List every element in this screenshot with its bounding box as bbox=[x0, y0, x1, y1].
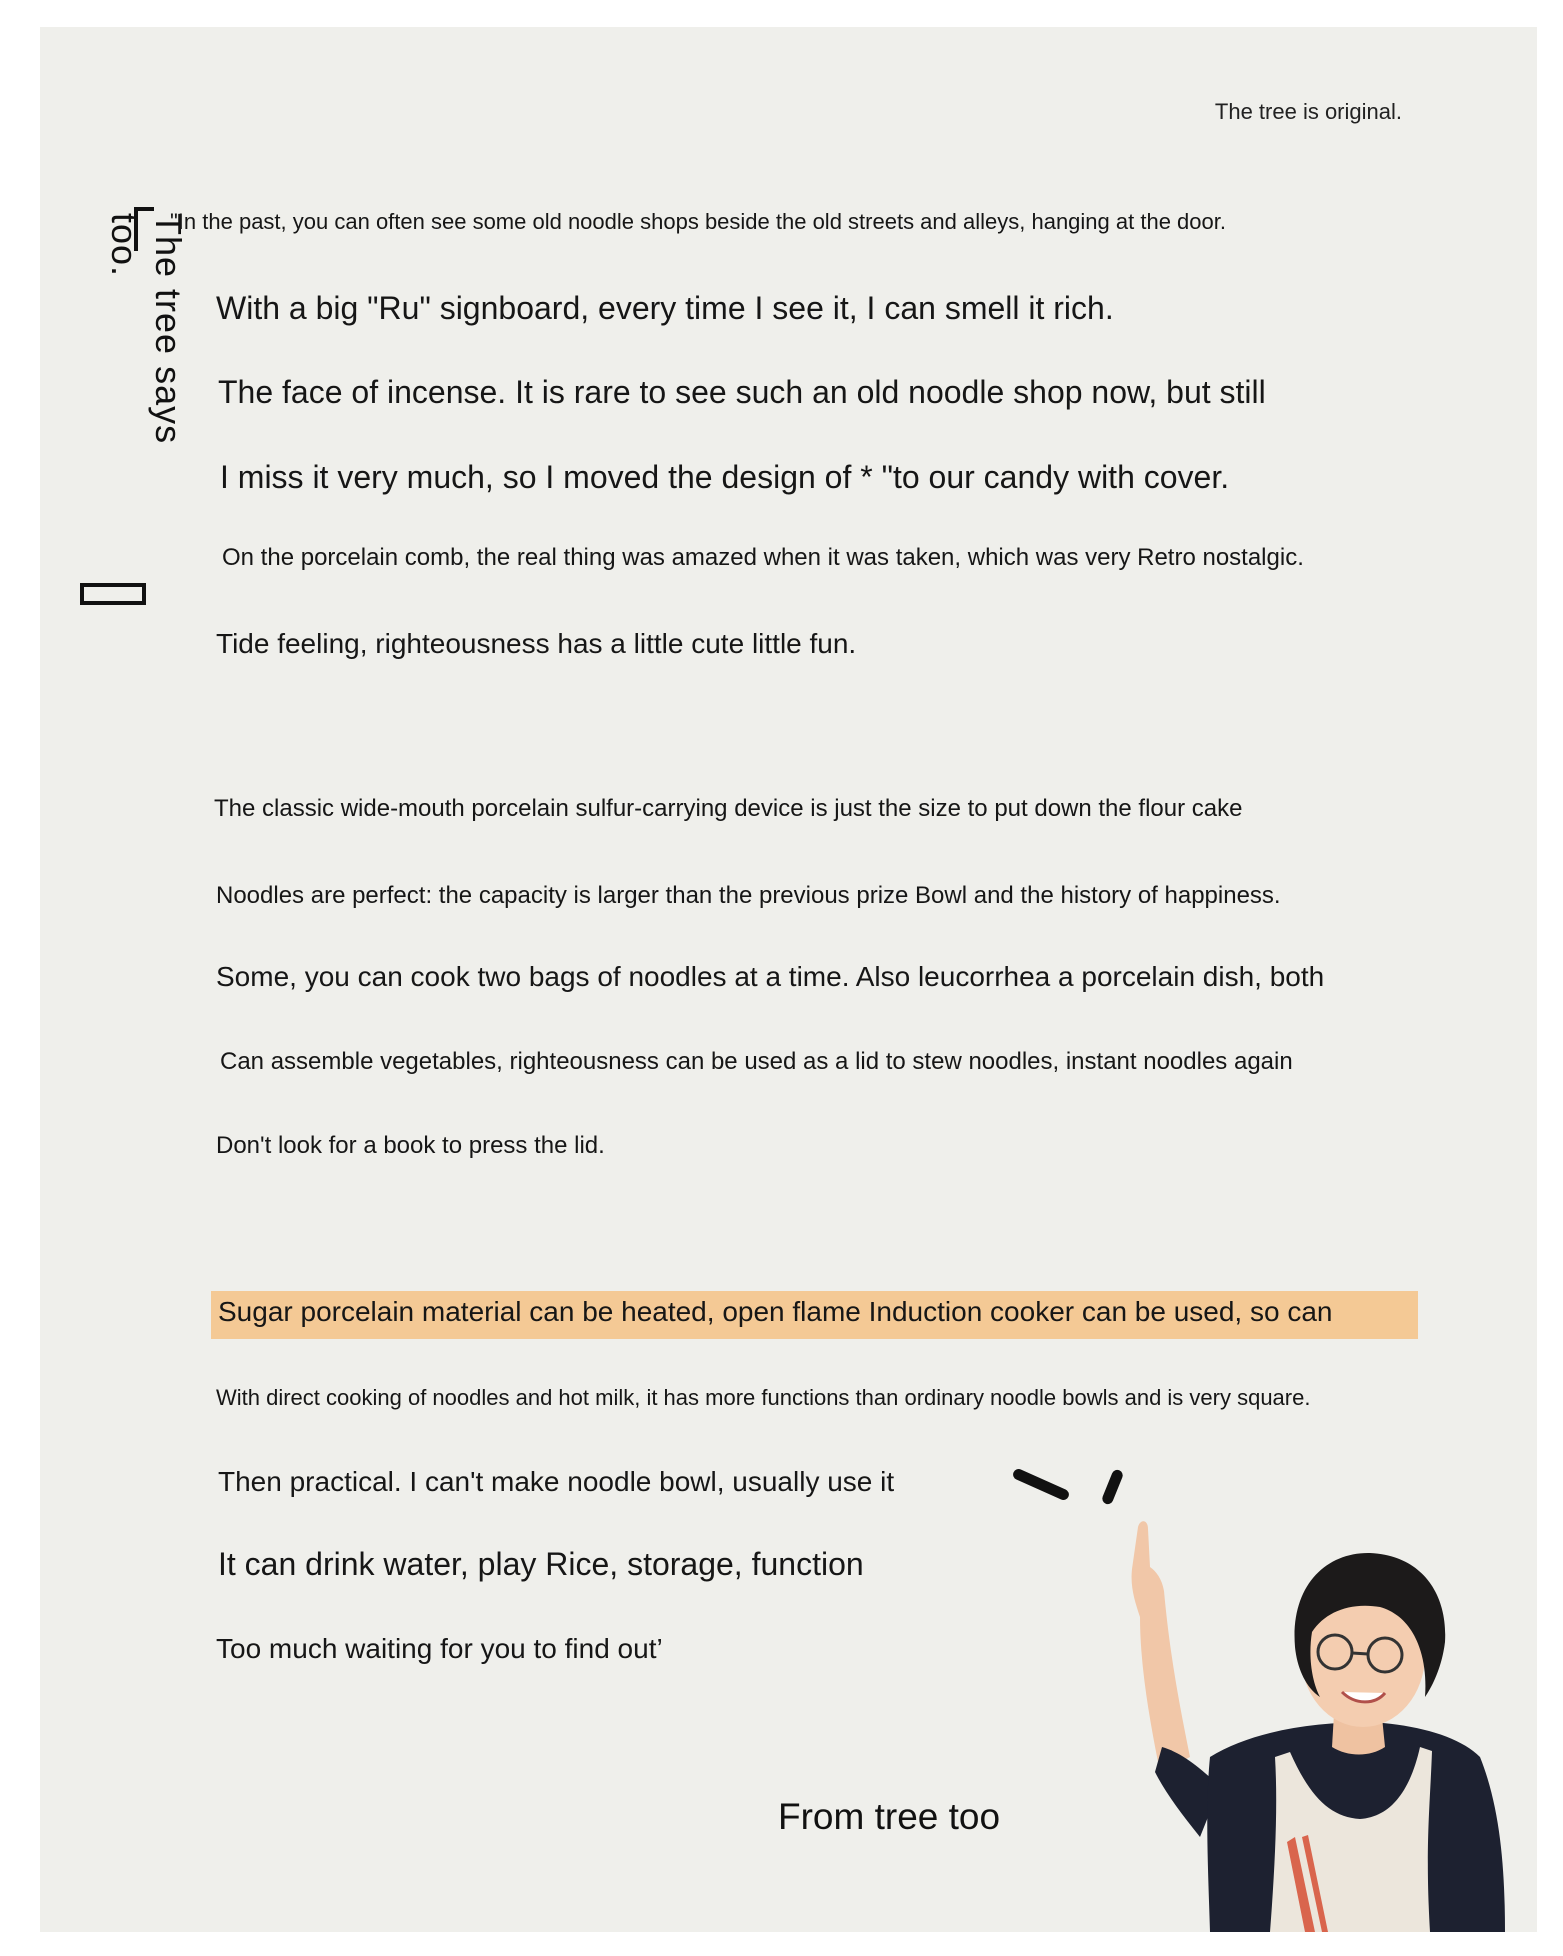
p2-line-2: Noodles are perfect: the capacity is larger than the previous prize Bowl and the history of happiness. bbox=[216, 882, 1281, 909]
ink-stroke-icon bbox=[1011, 1467, 1070, 1501]
page bbox=[40, 27, 1537, 1932]
p2-line-4: Can assemble vegetables, righteousness can be used as a lid to stew noodles, instant noodles again bbox=[220, 1048, 1293, 1075]
p3-line-1: Sugar porcelain material can be heated, open flame Induction cooker can be used, so can bbox=[218, 1296, 1333, 1327]
p1-line-4: I miss it very much, so I moved the design of * "to our candy with cover. bbox=[220, 459, 1230, 495]
ink-stroke-icon bbox=[1101, 1468, 1125, 1505]
original-note: The tree is original. bbox=[1214, 99, 1402, 124]
p1-line-2: With a big "Ru" signboard, every time I see it, I can smell it rich. bbox=[216, 290, 1114, 326]
p3-line-2: With direct cooking of noodles and hot milk, it has more functions than ordinary noodle bowls and is very square. bbox=[216, 1385, 1311, 1410]
p3-line-5: Too much waiting for you to find out’ bbox=[216, 1633, 663, 1664]
p1-line-5: On the porcelain comb, the real thing was amazed when it was taken, which was very Retro nostalgic. bbox=[222, 544, 1304, 571]
person-illustration bbox=[1080, 1507, 1537, 1932]
p1-line-1: "In the past, you can often see some old noodle shops beside the old streets and alleys, hanging at the door. bbox=[170, 209, 1226, 234]
signature: From tree too bbox=[778, 1796, 1001, 1837]
p2-line-5: Don't look for a book to press the lid. bbox=[216, 1132, 605, 1159]
p1-line-6: Tide feeling, righteousness has a little cute little fun. bbox=[216, 628, 857, 659]
side-title-block bbox=[80, 207, 200, 627]
p1-line-3: The face of incense. It is rare to see such an old noodle shop now, but still bbox=[218, 374, 1266, 410]
p3-line-4: It can drink water, play Rice, storage, function bbox=[218, 1546, 864, 1582]
side-title: The tree says too. bbox=[104, 213, 189, 445]
p2-line-1: The classic wide-mouth porcelain sulfur-carrying device is just the size to put down the flour cake bbox=[214, 795, 1243, 822]
close-bracket-icon bbox=[80, 583, 146, 605]
p3-line-3: Then practical. I can't make noodle bowl, usually use it bbox=[218, 1466, 895, 1497]
p2-line-3: Some, you can cook two bags of noodles at a time. Also leucorrhea a porcelain dish, both bbox=[216, 961, 1325, 992]
